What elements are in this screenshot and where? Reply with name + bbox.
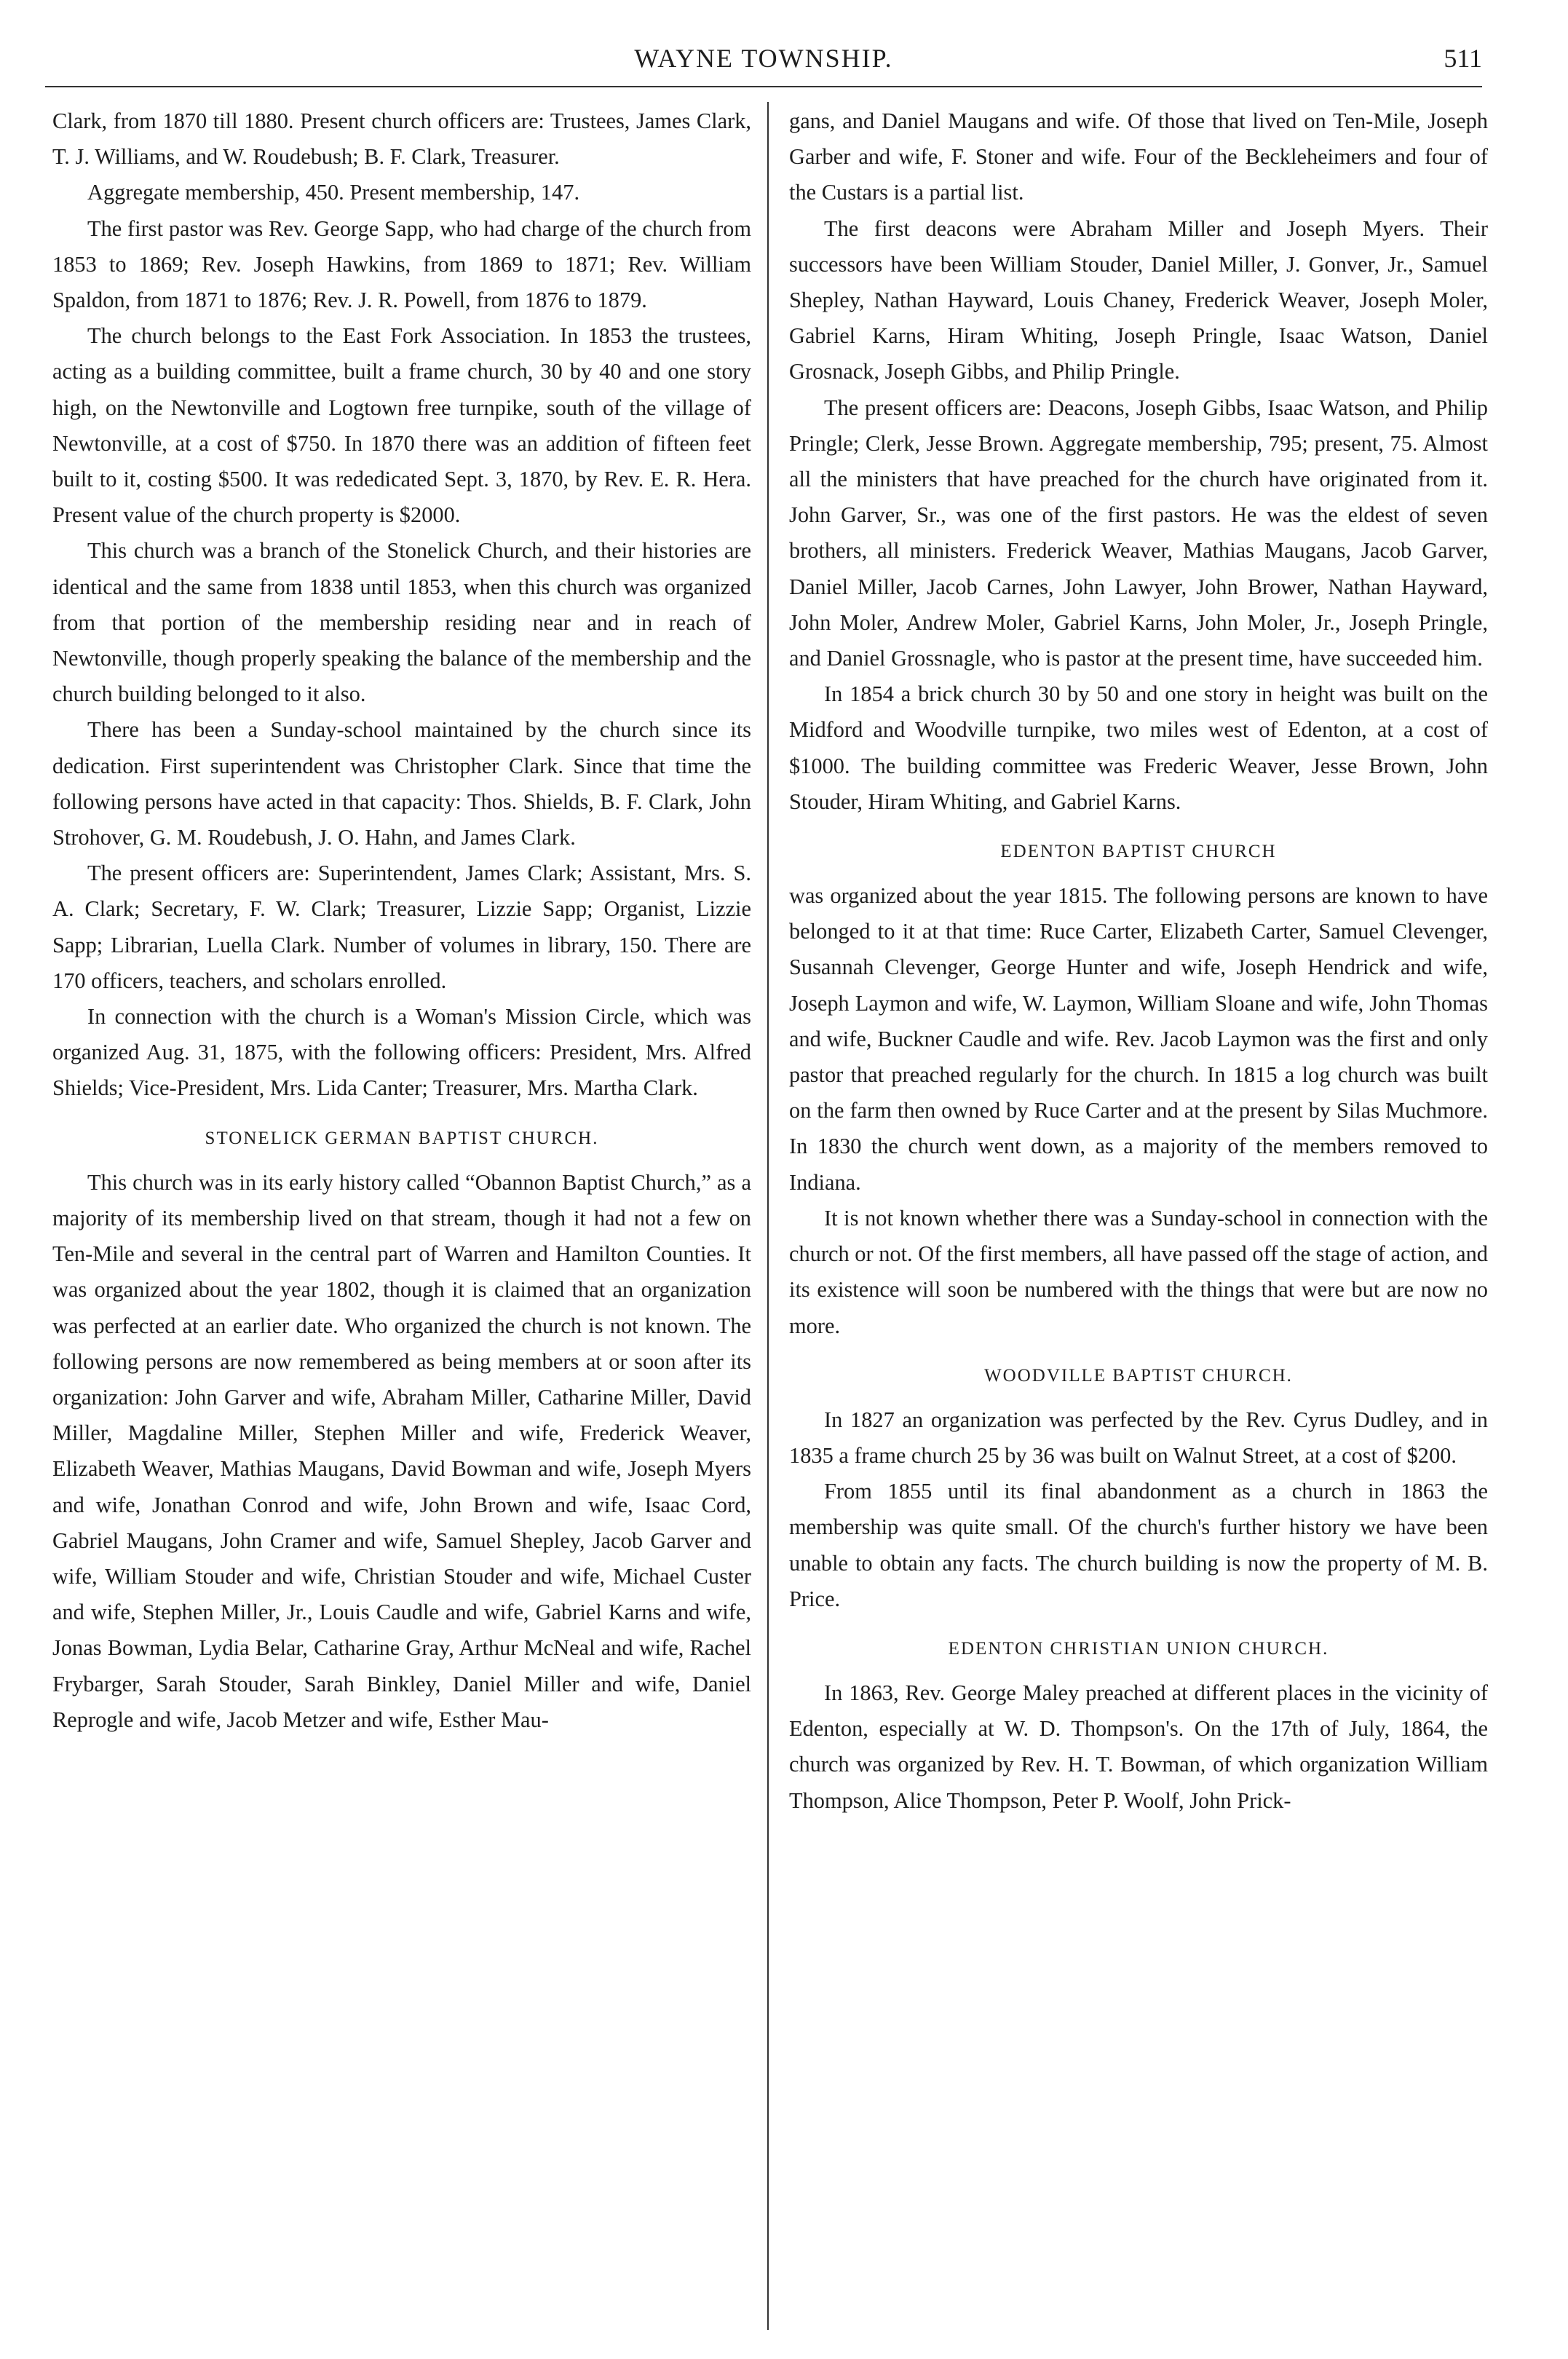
paragraph: In 1863, Rev. George Maley preached at different places in the vicinity of Edenton, especially at W. D. Thompson's. On the 17th of July, 1864, the church was organized by Rev. H. T. Bowman, of which organization William Thompson, Alice Thompson, Peter P. Woolf, John Prick- bbox=[789, 1680, 1488, 1813]
paragraph: This church was a branch of the Stonelick Church, and their histories are identical and the same from 1838 until 1853, when this church was organized from that portion of the membership residing near and in reach of Newtonville, though properly speaking the balance of the membership and the church building belonged to it also. bbox=[52, 538, 751, 707]
paragraph: In 1854 a brick church 30 by 50 and one story in height was built on the Midford and Woodville turnpike, two miles west of Edenton, at a cost of $1000. The building committee was Frederic Weaver, Jesse Brown, John Stouder, Hiram Whiting, and Gabriel Karns. bbox=[789, 681, 1488, 814]
running-title: WAYNE TOWNSHIP. bbox=[634, 44, 893, 73]
right-column bbox=[789, 103, 1488, 1819]
paragraph: In 1827 an organization was perfected by the Rev. Cyrus Dudley, and in 1835 a frame church 25 by 36 was built on Walnut Street, at a cost of $200. bbox=[789, 1407, 1488, 1468]
paragraph: The church belongs to the East Fork Association. In 1853 the trustees, acting as a building committee, built a frame church, 30 by 40 and one story high, on the Newtonville and Logtown free turnpike, south of the village of Newtonville, at a cost of $750. In 1870 there was an addition of fifteen feet built to it, costing $500. It was rededicated Sept. 3, 1870, by Rev. E. R. Hera. Present value of the church property is $2000. bbox=[52, 323, 751, 528]
paragraph: In connection with the church is a Woman's Mission Circle, which was organized Aug. 31, 1875, with the following officers: President, Mrs. Alfred Shields; Vice-President, Mrs. Lida Canter; Treasurer, Mrs. Martha Clark. bbox=[52, 1004, 751, 1101]
paragraph: Clark, from 1870 till 1880. Present church officers are: Trustees, James Clark, T. J. Williams, and W. Roudebush; B. F. Clark, Treasurer. bbox=[52, 108, 751, 170]
paragraph: It is not known whether there was a Sunday-school in connection with the church or not. Of the first members, all have passed off the stage of action, and its existence will soon be numbered with the things that were but are now no more. bbox=[789, 1205, 1488, 1338]
paragraph: gans, and Daniel Maugans and wife. Of those that lived on Ten-Mile, Joseph Garber and wife, F. Stoner and wife. Four of the Beckleheimers and four of the Custars is a partial list. bbox=[789, 108, 1488, 205]
paragraph: There has been a Sunday-school maintained by the church since its dedication. First superintendent was Christopher Clark. Since that time the following persons have acted in that capacity: Thos. Shields, B. F. Clark, John Strohover, G. M. Roudebush, J. O. Hahn, and James Clark. bbox=[52, 717, 751, 850]
section-heading: STONELICK GERMAN BAPTIST CHURCH. bbox=[205, 1128, 599, 1148]
page-header bbox=[45, 36, 1482, 80]
left-column bbox=[52, 103, 751, 1738]
paragraph: The present officers are: Deacons, Joseph Gibbs, Isaac Watson, and Philip Pringle; Clerk, Jesse Brown. Aggregate membership, 795; present, 75. Almost all the ministers that have preached for the church have originated from it. John Garver, Sr., was one of the first pastors. He was the eldest of seven brothers, all ministers. Frederick Weaver, Mathias Maugans, Jacob Garver, Daniel Miller, Jacob Carnes, John Lawyer, John Brower, Nathan Hayward, John Moler, Andrew Moler, Gabriel Karns, John Moler, Jr., Joseph Pringle, and Daniel Grossnagle, who is pastor at the present time, have succeeded him. bbox=[789, 395, 1488, 671]
page-number: 511 bbox=[1444, 44, 1482, 73]
paragraph: was organized about the year 1815. The following persons are known to have belonged to it at that time: Ruce Carter, Elizabeth Carter, Samuel Clevenger, Susannah Clevenger, George Hunter and wife, Joseph Hendrick and wife, Joseph Laymon and wife, W. Laymon, William Sloane and wife, John Thomas and wife, Buckner Caudle and wife. Rev. Jacob Laymon was the first and only pastor that preached regularly for the church. In 1815 a log church was built on the farm then owned by Ruce Carter and at the present by Silas Muchmore. In 1830 the church went down, as a majority of the members removed to Indiana. bbox=[789, 883, 1488, 1195]
paragraph: The first pastor was Rev. George Sapp, who had charge of the church from 1853 to 1869; Rev. Joseph Hawkins, from 1869 to 1871; Rev. William Spaldon, from 1871 to 1876; Rev. J. R. Powell, from 1876 to 1879. bbox=[52, 216, 751, 313]
header-rule bbox=[45, 86, 1482, 87]
paragraph: This church was in its early history called “Obannon Baptist Church,” as a majority of its membership lived on that stream, though it had not a few on Ten-Mile and several in the central part of Warren and Hamilton Counties. It was organized about the year 1802, though it is claimed that an organization was perfected at an earlier date. Who organized the church is not known. The following persons are now remembered as being members at or soon after its organization: John Garver and wife, Abraham Miller, Catharine Miller, David Miller, Magdaline Miller, Stephen Miller and wife, Frederick Weaver, Elizabeth Weaver, Mathias Maugans, David Bowman and wife, Joseph Myers and wife, Jonathan Conrod and wife, John Brown and wife, Isaac Cord, Gabriel Maugans, John Cramer and wife, Samuel Shepley, Jacob Garver and wife, William Stouder and wife, Christian Stouder and wife, Michael Custer and wife, Stephen Miller, Jr., Louis Caudle and wife, Gabriel Karns and wife, Jonas Bowman, Lydia Belar, Catharine Gray, Arthur McNeal and wife, Rachel Frybarger, Sarah Stouder, Sarah Binkley, Daniel Miller and wife, Daniel Reprogle and wife, Jacob Metzer and wife, Esther Mau- bbox=[52, 1169, 751, 1732]
section-heading: WOODVILLE BAPTIST CHURCH. bbox=[984, 1365, 1293, 1386]
section-heading: EDENTON BAPTIST CHURCH bbox=[1000, 842, 1277, 862]
paragraph: The first deacons were Abraham Miller and Joseph Myers. Their successors have been William Stouder, Daniel Miller, J. Gonver, Jr., Samuel Shepley, Nathan Hayward, Louis Chaney, Frederick Weaver, Joseph Moler, Gabriel Karns, Hiram Whiting, Joseph Pringle, Isaac Watson, Daniel Grosnack, Joseph Gibbs, and Philip Pringle. bbox=[789, 216, 1488, 384]
paragraph: Aggregate membership, 450. Present membership, 147. bbox=[87, 180, 580, 205]
section-heading: EDENTON CHRISTIAN UNION CHURCH. bbox=[948, 1638, 1329, 1659]
column-divider bbox=[767, 102, 769, 2330]
paragraph: The present officers are: Superintendent, James Clark; Assistant, Mrs. S. A. Clark; Secretary, F. W. Clark; Treasurer, Lizzie Sapp; Organist, Lizzie Sapp; Librarian, Luella Clark. Number of volumes in library, 150. There are 170 officers, teachers, and scholars enrolled. bbox=[52, 861, 751, 993]
paragraph: From 1855 until its final abandonment as a church in 1863 the membership was quite small. Of the church's further history we have been unable to obtain any facts. The church building is now the property of M. B. Price. bbox=[789, 1479, 1488, 1611]
